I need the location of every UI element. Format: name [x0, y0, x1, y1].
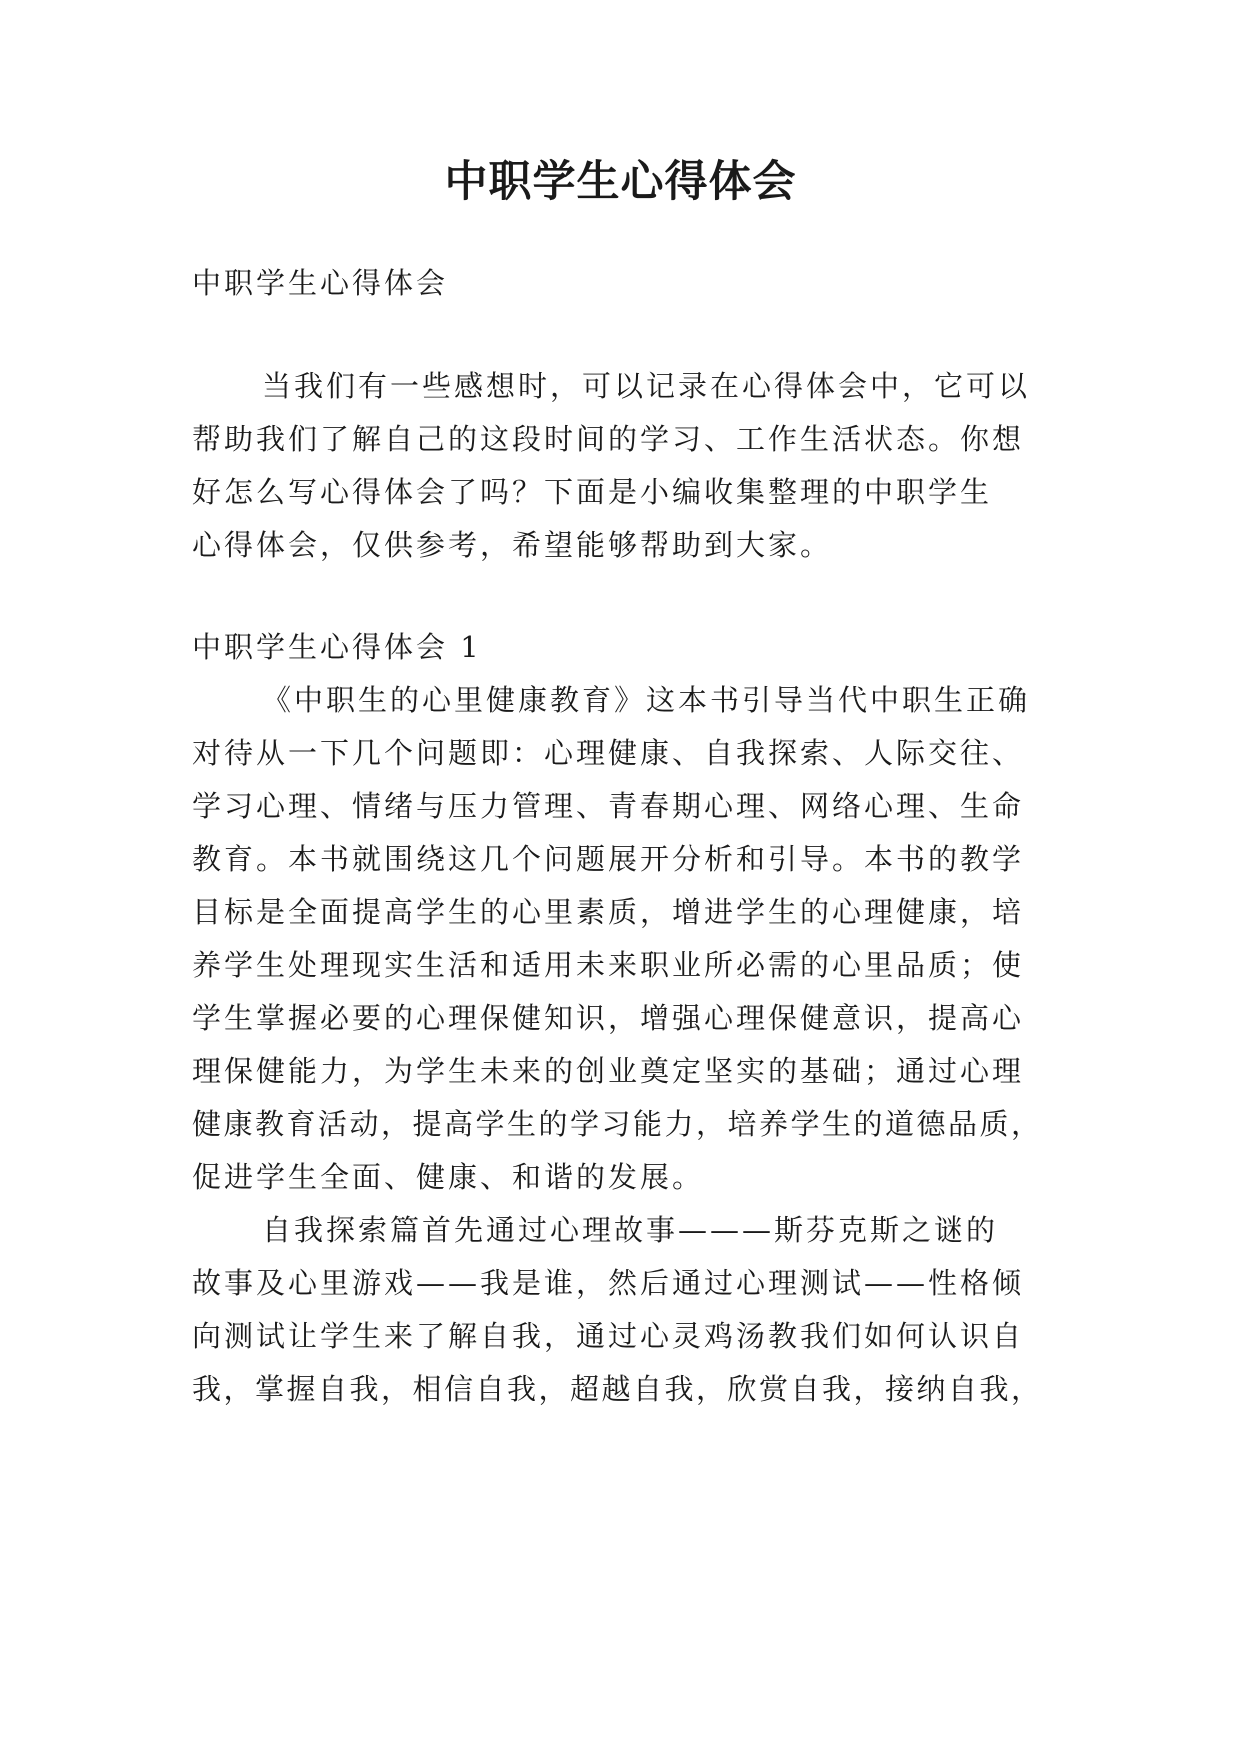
document-title: 中职学生心得体会 [444, 157, 797, 207]
paragraph-line: 学习心理、情绪与压力管理、青春期心理、网络心理、生命 [192, 789, 1025, 823]
section-heading: 中职学生心得体会 1 [192, 630, 482, 664]
intro-line: 帮助我们了解自己的这段时间的学习、工作生活状态。你想 [192, 422, 1025, 456]
paragraph-line: 《中职生的心里健康教育》这本书引导当代中职生正确 [262, 683, 1031, 717]
paragraph-line: 自我探索篇首先通过心理故事———斯芬克斯之谜的 [262, 1213, 999, 1247]
paragraph-line: 促进学生全面、健康、和谐的发展。 [192, 1160, 705, 1194]
intro-line: 心得体会，仅供参考，希望能够帮助到大家。 [192, 528, 833, 562]
intro-line: 当我们有一些感想时，可以记录在心得体会中，它可以 [262, 369, 1031, 403]
paragraph-line: 我，掌握自我，相信自我，超越自我，欣赏自我，接纳自我， [192, 1372, 1043, 1406]
paragraph-line: 对待从一下几个问题即：心理健康、自我探索、人际交往、 [192, 736, 1025, 770]
paragraph-line: 健康教育活动，提高学生的学习能力，培养学生的道德品质， [192, 1107, 1043, 1141]
paragraph-line: 理保健能力，为学生未来的创业奠定坚实的基础；通过心理 [192, 1054, 1025, 1088]
document-subtitle: 中职学生心得体会 [192, 266, 449, 300]
paragraph-line: 养学生处理现实生活和适用未来职业所必需的心里品质；使 [192, 948, 1025, 982]
paragraph-line: 向测试让学生来了解自我，通过心灵鸡汤教我们如何认识自 [192, 1319, 1025, 1353]
paragraph-line: 学生掌握必要的心理保健知识，增强心理保健意识，提高心 [192, 1001, 1025, 1035]
intro-line: 好怎么写心得体会了吗？下面是小编收集整理的中职学生 [192, 475, 993, 509]
paragraph-line: 故事及心里游戏——我是谁，然后通过心理测试——性格倾 [192, 1266, 1025, 1300]
paragraph-line: 目标是全面提高学生的心里素质，增进学生的心理健康，培 [192, 895, 1025, 929]
paragraph-line: 教育。本书就围绕这几个问题展开分析和引导。本书的教学 [192, 842, 1025, 876]
